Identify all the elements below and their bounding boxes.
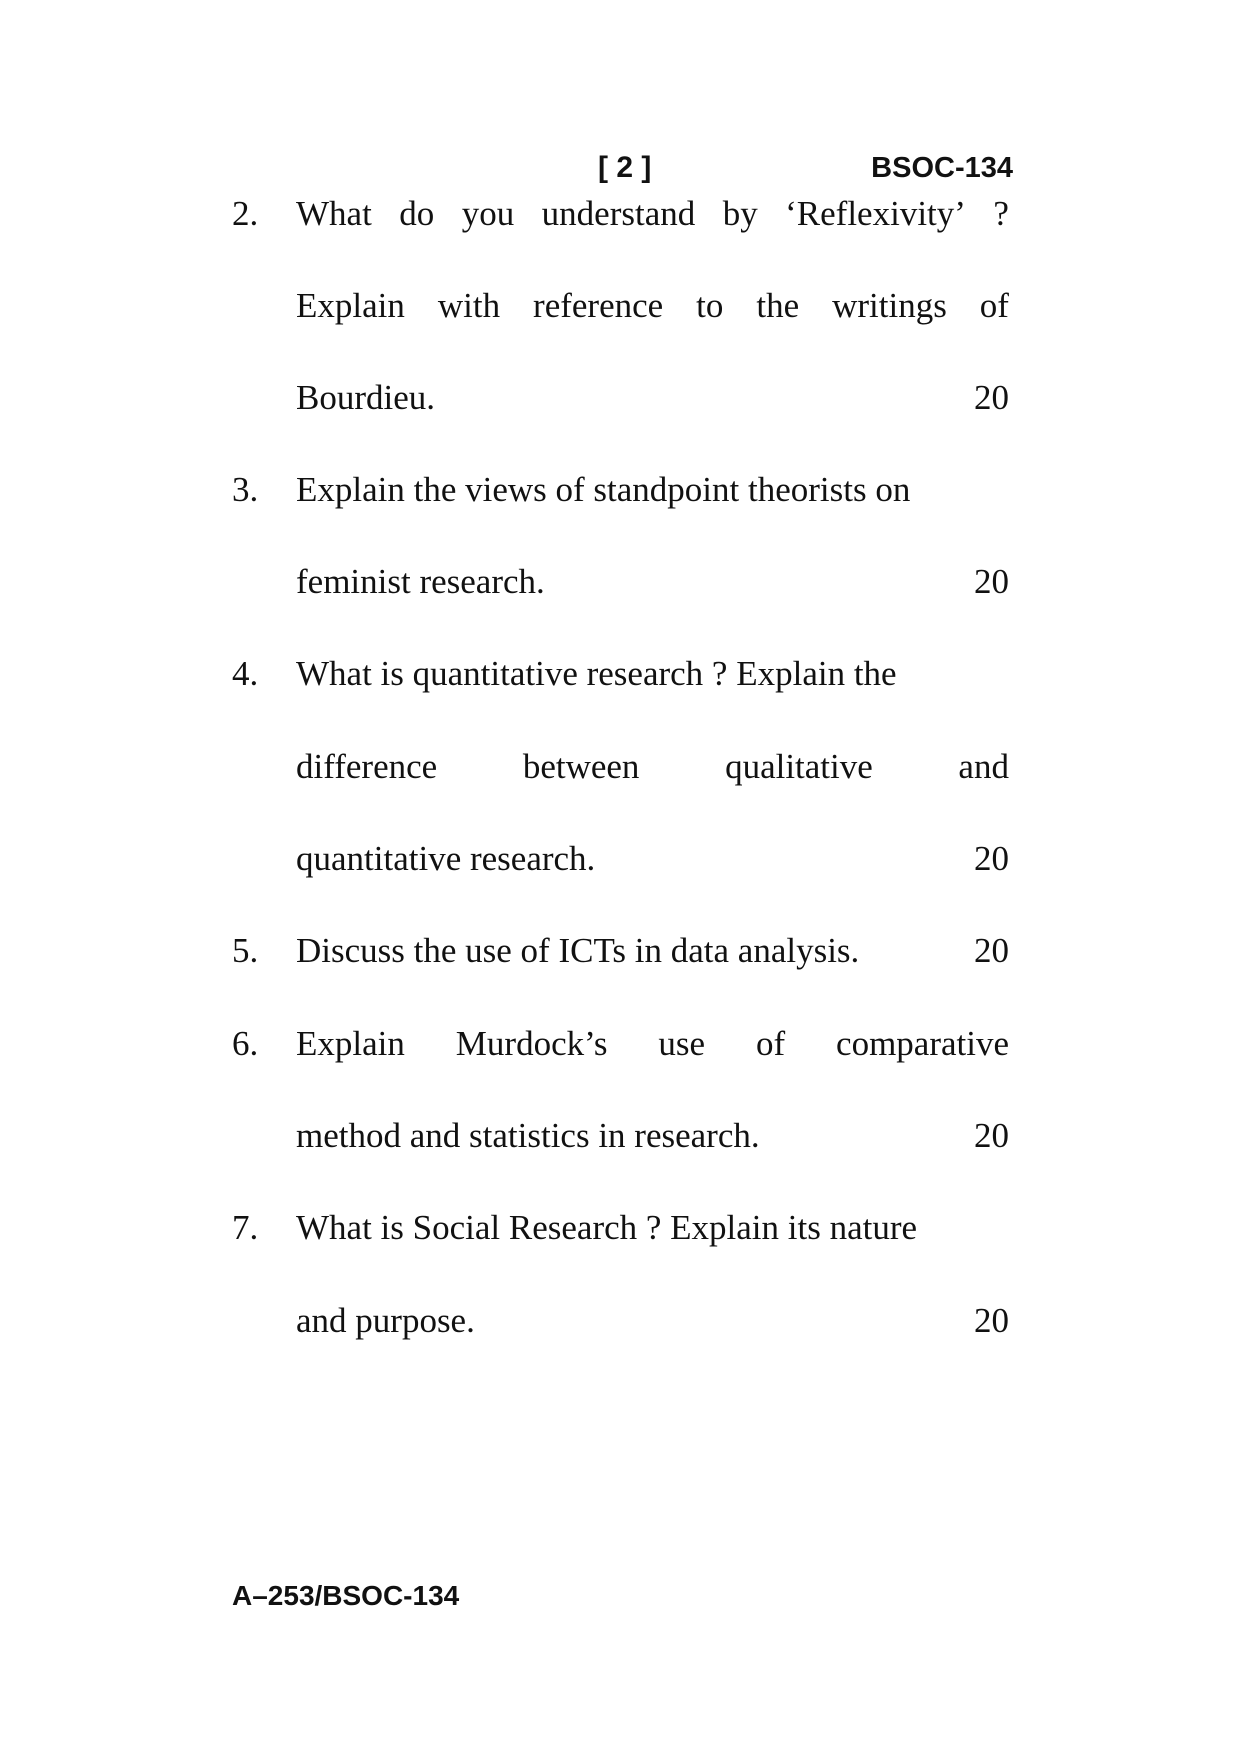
question-text: Discuss the use of ICTs in data analysis.: [296, 931, 860, 970]
question-number: 2.: [232, 194, 259, 233]
question-word: ?: [993, 194, 1009, 233]
question-marks: 20: [974, 562, 1009, 601]
question-word: and: [958, 747, 1009, 786]
question-marks: 20: [974, 931, 1009, 970]
footer-paper-code: A–253/BSOC-134: [232, 1580, 460, 1611]
question-marks: 20: [974, 1301, 1009, 1340]
question-word: difference: [296, 747, 438, 786]
question-line: [296, 929, 1009, 973]
question-marks: 20: [974, 839, 1009, 878]
question-word: Explain: [296, 286, 405, 325]
question-line: [296, 1206, 1009, 1250]
question-text: method and statistics in research.: [296, 1116, 760, 1155]
question-text: quantitative research.: [296, 839, 596, 878]
question-word: What: [296, 194, 372, 233]
question-word: Explain: [296, 1024, 405, 1063]
question-text: What is quantitative research ? Explain the: [296, 654, 897, 693]
question-number: 6.: [232, 1024, 259, 1063]
question-number: 7.: [232, 1208, 259, 1247]
question-line: [296, 1299, 1009, 1343]
question-text: and purpose.: [296, 1301, 475, 1340]
question-line: [296, 192, 1009, 236]
question-number: 3.: [232, 470, 259, 509]
question-marks: 20: [974, 378, 1009, 417]
question-word: by: [722, 194, 758, 233]
question-line: [296, 1022, 1009, 1066]
question-text: feminist research.: [296, 562, 545, 601]
course-code: BSOC-134: [871, 152, 1013, 184]
question-line: [296, 376, 1009, 420]
question-word: to: [696, 286, 724, 325]
question-line: [296, 745, 1009, 789]
question-number: 4.: [232, 654, 259, 693]
question-line: [296, 652, 1009, 696]
question-number: 5.: [232, 931, 259, 970]
page-number: [ 2 ]: [598, 151, 652, 184]
question-word: writings: [832, 286, 947, 325]
question-word: qualitative: [725, 747, 873, 786]
question-line: [296, 468, 1009, 512]
question-line: [296, 560, 1009, 604]
question-text: Bourdieu.: [296, 378, 436, 417]
question-word: with: [437, 286, 501, 325]
question-word: comparative: [836, 1024, 1009, 1063]
question-text: What is Social Research ? Explain its nature: [296, 1208, 918, 1247]
question-word: the: [756, 286, 800, 325]
question-word: understand: [541, 194, 696, 233]
question-marks: 20: [974, 1116, 1009, 1155]
question-word: use: [658, 1024, 706, 1063]
question-word: reference: [533, 286, 664, 325]
question-text: Explain the views of standpoint theorists on: [296, 470, 911, 509]
question-word: of: [979, 286, 1009, 325]
question-line: [296, 837, 1009, 881]
question-line: [296, 1114, 1009, 1158]
question-line: [296, 284, 1009, 328]
question-word: Murdock’s: [455, 1024, 608, 1063]
question-word: you: [461, 194, 515, 233]
question-word: ‘Reflexivity’: [785, 194, 966, 233]
question-word: between: [522, 747, 640, 786]
question-word: do: [399, 194, 435, 233]
question-word: of: [755, 1024, 786, 1063]
